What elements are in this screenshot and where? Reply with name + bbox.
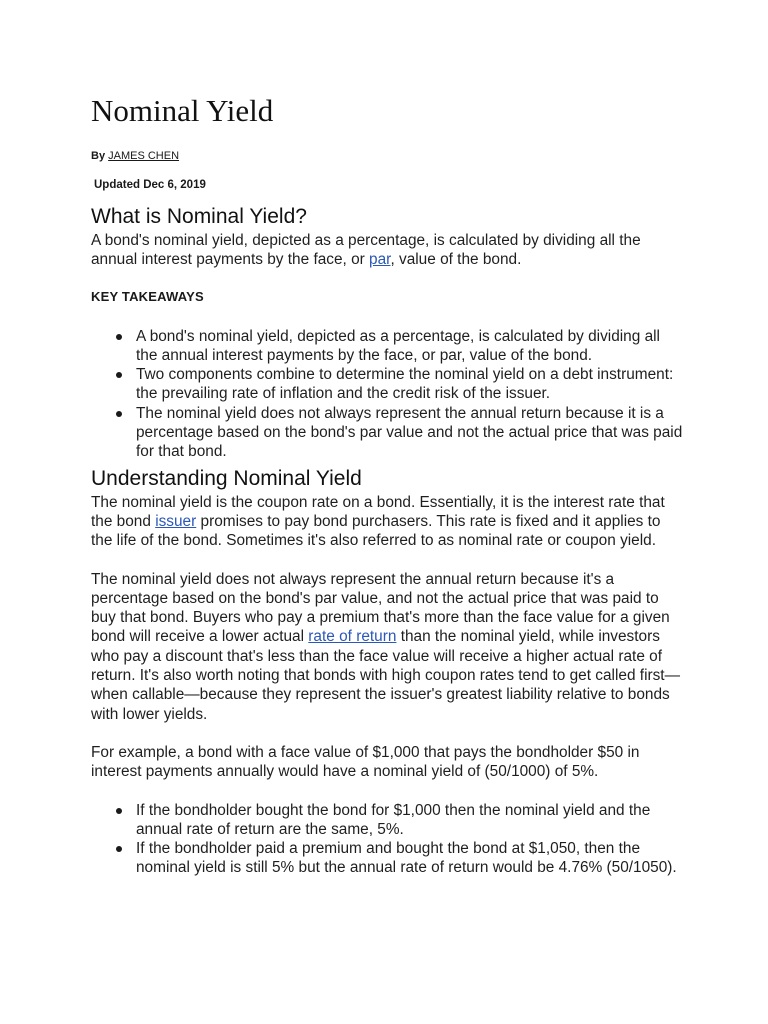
issuer-link[interactable]: issuer: [155, 512, 197, 530]
article-body: [91, 203, 683, 878]
key-takeaways-label: KEY TAKEAWAYS: [91, 288, 204, 304]
p1-text-before: The nominal yield is the coupon rate on a bond. Essentially, it is the interest rate that the bond: [91, 493, 665, 530]
p2-text-before: The nominal yield does not always represent the annual return because it's a percentage based on the bond's par value, and not the actual price that was paid to buy that bond. Buyers who pay a premium that's more than the face value for a given bond will receive a lower actual: [91, 570, 670, 646]
list-item: Two components combine to determine the nominal yield on a debt instrument: the prevailing rate of inflation and the credit risk of the issuer.: [136, 365, 683, 404]
p2-text-after: than the nominal yield, while investors who pay a discount that's less than the face value will receive a higher actual rate of return. It's also worth noting that bonds with high coupon rates tend to get called first—when callable—because they represent the issuer's greatest liability relative to bonds with lower yields.: [91, 628, 680, 723]
list-item: The nominal yield does not always represent the annual return because it is a percentage based on the bond's par value and not the actual price that was paid for that bond.: [136, 404, 683, 461]
understanding-paragraph-1: [91, 493, 683, 551]
updated-date: Updated Dec 6, 2019: [94, 179, 206, 191]
intro-text-before: A bond's nominal yield, depicted as a percentage, is calculated by dividing all the annual interest payments by the face, or: [91, 232, 641, 269]
list-item: If the bondholder paid a premium and bought the bond at $1,050, then the nominal yield is still 5% but the annual rate of return would be 4.76% (50/1050).: [136, 839, 683, 878]
key-takeaways-list: [91, 327, 683, 462]
rate-of-return-link[interactable]: rate of return: [308, 628, 397, 646]
understanding-paragraph-2: [91, 570, 683, 724]
section-heading-what-is: What is Nominal Yield?: [91, 205, 307, 228]
byline: [91, 148, 179, 164]
section-heading-understanding: Understanding Nominal Yield: [91, 466, 362, 490]
intro-text-after: , value of the bond.: [390, 251, 522, 269]
list-item: If the bondholder bought the bond for $1,000 then the nominal yield and the annual rate of return are the same, 5%.: [136, 801, 683, 840]
p1-text-after: promises to pay bond purchasers. This rate is fixed and it applies to the life of the bond. Sometimes it's also referred to as nominal rate or coupon yield.: [91, 512, 661, 550]
byline-prefix: By: [91, 150, 106, 162]
par-link[interactable]: par: [369, 251, 391, 269]
example-list: [91, 801, 683, 878]
paragraph-spacer: [91, 782, 683, 801]
paragraph-spacer: [91, 551, 683, 570]
page-title: Nominal Yield: [91, 93, 274, 128]
example-paragraph: For example, a bond with a face value of $1,000 that pays the bondholder $50 in interest payments annually would have a nominal yield of (50/1000) of 5%.: [91, 743, 640, 781]
paragraph-spacer: [91, 724, 683, 743]
author-link[interactable]: JAMES CHEN: [108, 150, 180, 162]
list-item: A bond's nominal yield, depicted as a percentage, is calculated by dividing all the annual interest payments by the face, or par, value of the bond.: [136, 327, 683, 366]
intro-paragraph: [91, 231, 683, 270]
